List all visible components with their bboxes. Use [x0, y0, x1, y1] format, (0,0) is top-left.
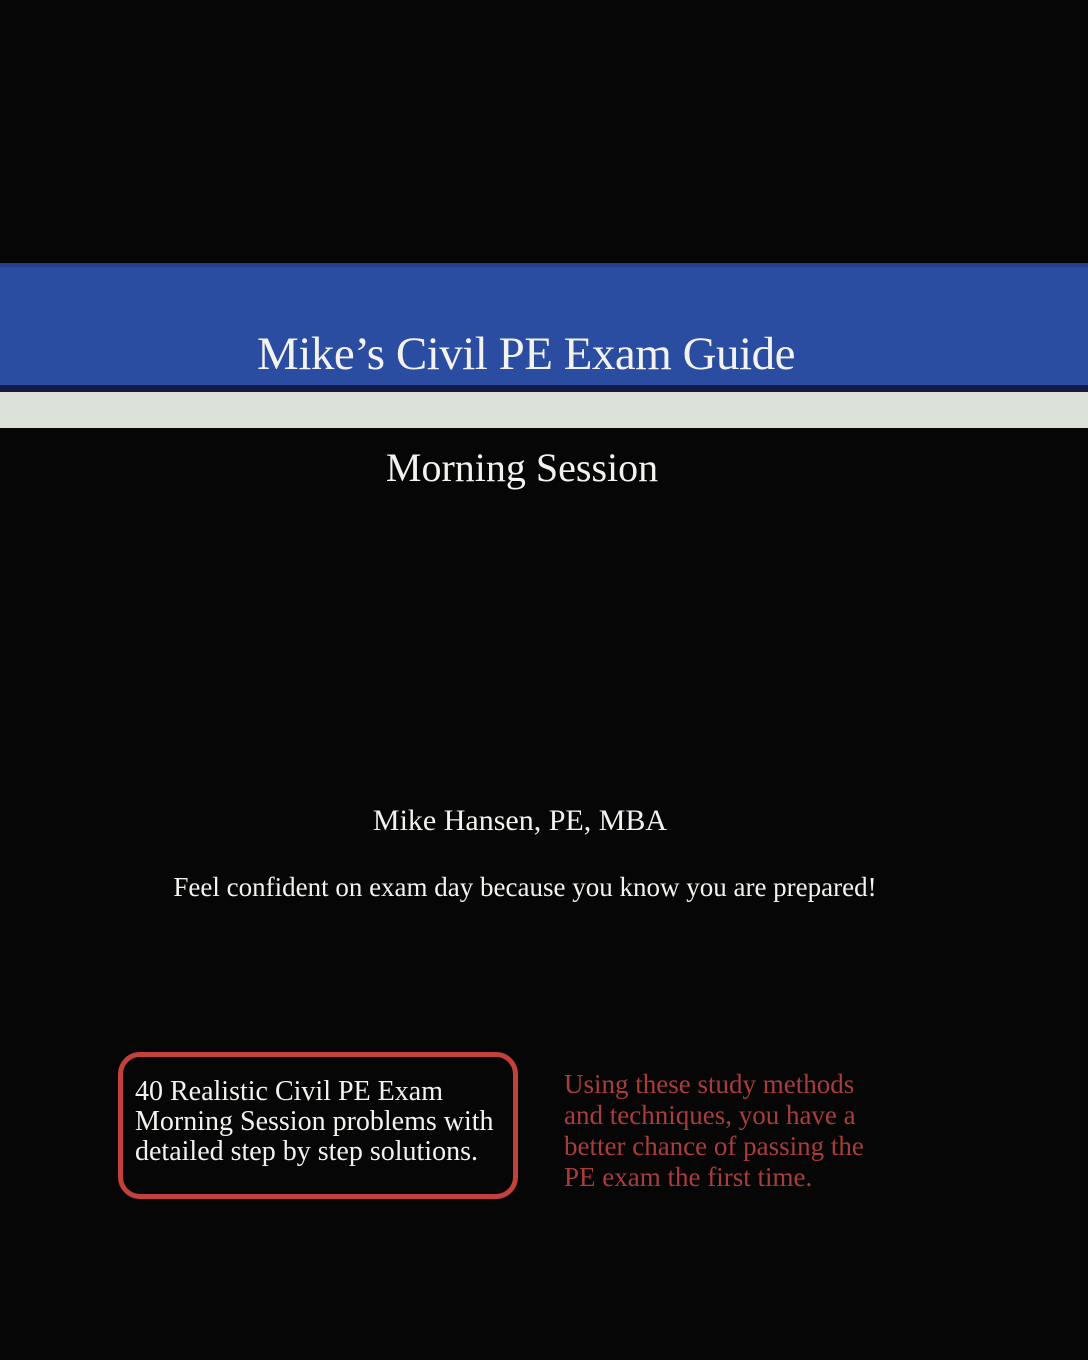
study-note	[564, 1069, 924, 1193]
book-title: Mike’s Civil PE Exam Guide	[257, 328, 795, 380]
study-note-line: PE exam the first time.	[564, 1162, 813, 1192]
feature-box-line: detailed step by step solutions.	[135, 1136, 478, 1167]
feature-box	[118, 1052, 518, 1199]
divider-strip	[0, 392, 1088, 428]
subtitle: Morning Session	[385, 445, 659, 490]
feature-box-line: Morning Session problems with	[135, 1106, 494, 1137]
title-banner	[0, 263, 1088, 392]
study-note-line: Using these study methods	[564, 1069, 855, 1099]
study-note-line: and techniques, you have a	[564, 1100, 856, 1130]
study-note-line: better chance of passing the	[564, 1131, 864, 1161]
feature-box-line: 40 Realistic Civil PE Exam	[135, 1076, 443, 1107]
tagline: Feel confident on exam day because you know you are prepared!	[173, 872, 877, 902]
author-name: Mike Hansen, PE, MBA	[372, 804, 668, 837]
